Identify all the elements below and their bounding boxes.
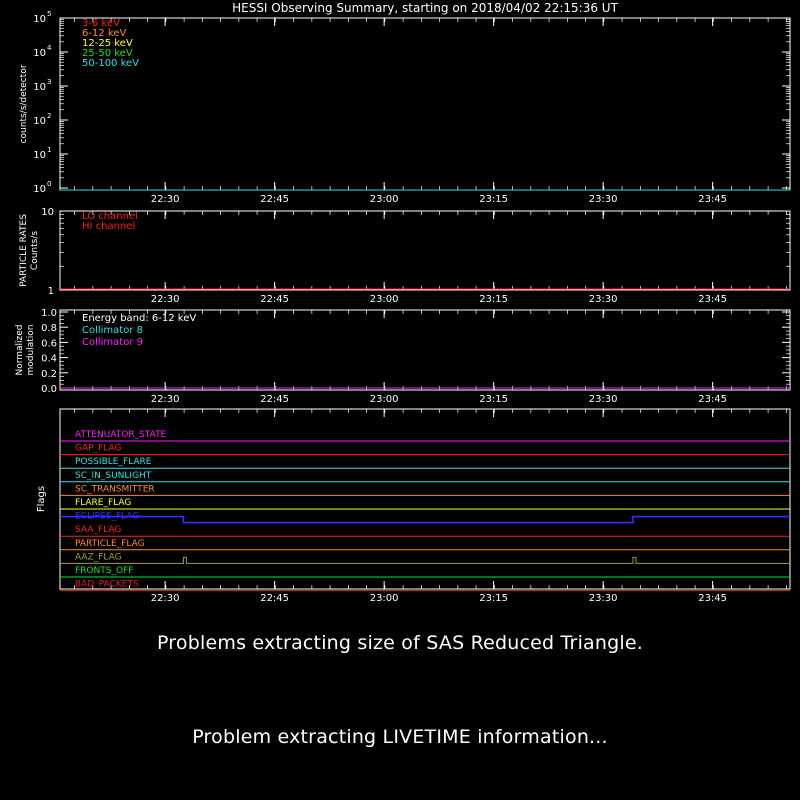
count-legend-entry: 6-12 keV [82,28,127,39]
flags-panel-xtick-label: 22:45 [260,593,290,604]
flags-panel-xtick-label: 22:30 [150,593,180,604]
flag-label: FRONTS_OFF [75,566,134,576]
flags-ylabel: Flags [36,485,47,513]
flag-label: PARTICLE_FLAG [75,538,145,549]
count-panel-xtick-label: 23:45 [698,194,728,205]
modulation-legend-entry: Collimator 8 [82,325,143,336]
modulation-legend-entry: Energy band: 6-12 keV [82,313,197,324]
count-ytick-label: 10 [33,48,46,59]
particle-panel-xtick-label: 23:45 [698,294,728,305]
particle-legend-entry: LO channel [82,211,138,222]
modulation-panel-xtick-label: 22:30 [150,394,180,405]
flag-label: POSSIBLE_FLARE [75,457,152,468]
modulation-ytick-label: 1.0 [41,308,57,319]
count-ytick-exponent: 4 [47,44,52,52]
count-panel-frame [60,18,790,190]
modulation-ytick-label: 0.0 [41,384,57,395]
count-ytick-label: 10 [33,82,46,93]
count-panel-xtick-label: 23:00 [369,194,399,205]
count-ytick-exponent: 1 [47,146,52,154]
flag-label: GAP_FLAG [75,443,122,454]
particle-panel-xtick-label: 22:30 [150,294,180,305]
count-ylabel: counts/s/detector [19,64,29,144]
modulation-ytick-label: 0.8 [41,323,57,335]
particle-ytick-label: 10 [41,207,54,218]
flags-panel-xtick-label: 23:45 [698,593,728,604]
count-ytick-exponent: 0 [47,180,52,188]
particle-panel-xtick-label: 23:00 [369,294,399,305]
count-ytick-exponent: 2 [47,112,52,120]
plot-title: HESSI Observing Summary, starting on 2018/04/02 22:15:36 UT [232,1,618,15]
count-ytick-label: 10 [33,116,46,127]
modulation-legend-entry: Collimator 9 [82,337,143,348]
flag-label: AAZ_FLAG [75,552,122,563]
flag-line [60,557,790,563]
particle-panel-xtick-label: 22:45 [260,294,290,305]
particle-panel-xtick-label: 23:30 [588,294,618,305]
particle-panel-frame [60,211,790,290]
modulation-ytick-label: 0.2 [41,368,57,380]
count-ytick-exponent: 3 [47,78,52,86]
modulation-panel-xtick-label: 23:00 [369,394,399,405]
count-ytick-exponent: 5 [47,10,52,18]
particle-panel-xtick-label: 23:15 [479,294,509,305]
flag-label: SC_TRANSMITTER [75,484,155,495]
flag-label: ATTENUATOR_STATE [75,430,167,440]
flags-panel-xtick-label: 23:15 [479,593,509,604]
count-ytick-label: 10 [33,14,46,25]
modulation-panel-xtick-label: 23:30 [588,394,618,405]
particle-legend-entry: HI channel [82,221,136,232]
count-ytick-label: 10 [33,150,46,161]
particle-ytick-label: 1 [47,286,54,297]
count-legend-entry: 3-6 keV [82,18,120,29]
flag-label: ECLIPSE_FLAG [75,511,140,522]
flag-line [60,517,790,523]
count-legend-entry: 50-100 keV [82,58,140,69]
modulation-panel-xtick-label: 23:15 [479,394,509,405]
modulation-ytick-label: 0.6 [41,338,57,350]
count-panel-xtick-label: 22:30 [150,194,180,205]
modulation-ylabel-2: modulation [26,324,36,376]
modulation-ytick-label: 0.4 [41,353,57,365]
flag-label: SAA_FLAG [75,525,122,536]
modulation-panel-xtick-label: 23:45 [698,394,728,405]
count-legend-entry: 12-25 keV [82,38,133,49]
count-panel-xtick-label: 23:30 [588,194,618,205]
particle-ylabel: PARTICLE RATES [19,214,29,287]
flag-label: FLARE_FLAG [75,498,132,508]
flag-label: SC_IN_SUNLIGHT [75,470,152,481]
livetime-error-message: Problem extracting LIVETIME information... [192,726,608,748]
sas-error-message: Problems extracting size of SAS Reduced Triangle. [156,632,643,654]
flag-label: BAD_PACKETS [75,579,139,590]
flags-panel-xtick-label: 23:30 [588,593,618,604]
flags-panel-frame [60,409,790,589]
particle-ylabel-units: Counts/s [30,230,40,271]
count-panel-xtick-label: 22:45 [260,194,290,205]
count-ytick-label: 10 [33,184,46,195]
modulation-ylabel: Normalized [15,324,25,376]
count-panel-xtick-label: 23:15 [479,194,509,205]
modulation-panel-xtick-label: 22:45 [260,394,290,405]
count-legend-entry: 25-50 keV [82,48,133,59]
flags-panel-xtick-label: 23:00 [369,593,399,604]
